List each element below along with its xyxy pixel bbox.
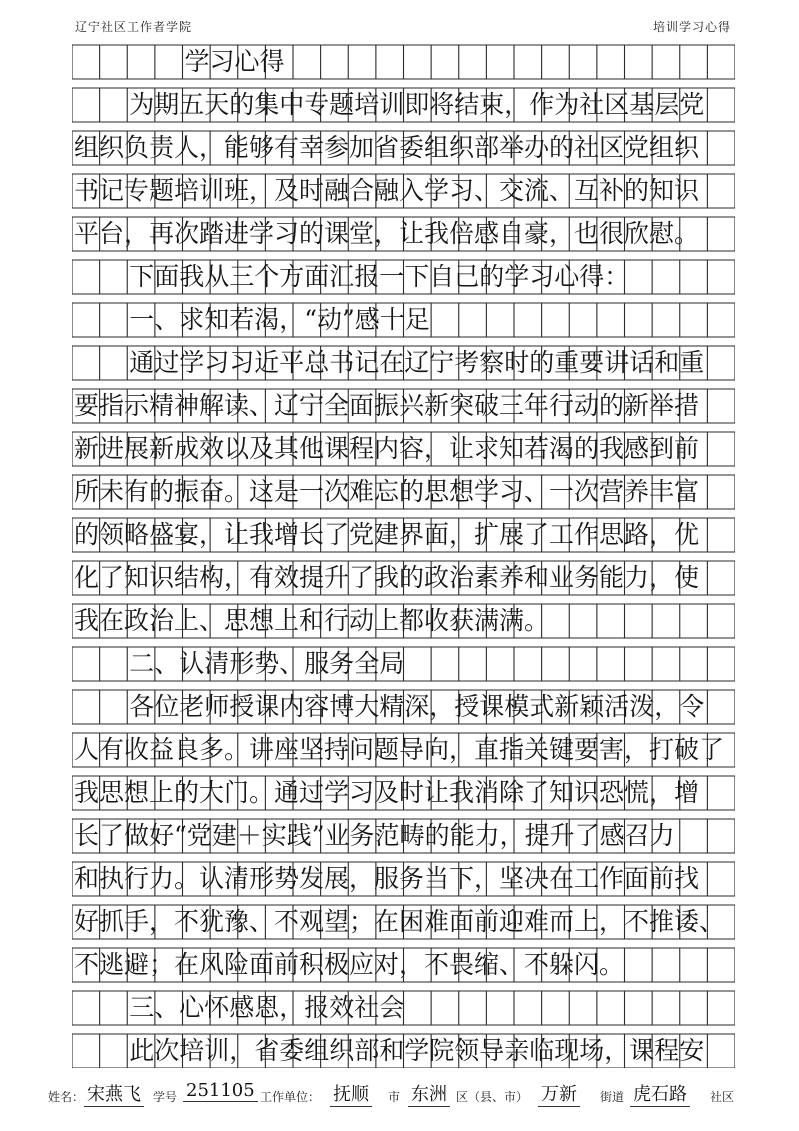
work-unit-label: 工作单位：	[260, 1090, 321, 1104]
city-label: 市	[388, 1090, 401, 1104]
name-label: 姓名：	[48, 1090, 85, 1104]
city-value: 抚顺	[330, 1080, 372, 1107]
name-value: 宋燕飞	[84, 1080, 144, 1107]
text-line: 通过学习习近平总书记在辽宁考察时的重要讲话和重	[129, 348, 705, 377]
text-line: 人有收益良多。讲座坚持问题导向，直指关键要害，打破了	[74, 735, 725, 764]
community-value: 虎石路	[630, 1080, 690, 1107]
text-line: 化了知识结构，有效提升了我的政治素养和业务能力，使	[74, 563, 700, 592]
footer-info	[48, 1080, 748, 1110]
text-line: 一、求知若渴，“动”感十足	[129, 305, 430, 334]
text-line: 所未有的振奋。这是一次难忘的思想学习、一次营养丰富	[74, 477, 700, 506]
student-id-label: 学号	[153, 1090, 178, 1104]
text-line: 要指示精神解读、辽宁全面振兴新突破三年行动的新举措	[74, 391, 700, 420]
text-line: 好抓手，不犹豫、不观望；在困难面前迎难而上，不推诿、	[74, 907, 725, 936]
header-doc-title: 培训学习心得	[652, 20, 731, 34]
district-label: 区（县、市）	[456, 1090, 529, 1104]
text-line: 我在政治上、思想上和行动上都收获满满。	[74, 606, 550, 635]
text-line: 书记专题培训班，及时融合融入学习、交流、互补的知识	[74, 176, 700, 205]
text-line: 和执行力。认清形势发展，服务当下，坚决在工作面前找	[74, 864, 700, 893]
student-id-value: 251105	[183, 1080, 258, 1102]
text-line: 我思想上的大门。通过学习及时让我消除了知识恐慌，增	[74, 778, 700, 807]
text-line: 三、心怀感恩，报效社会	[129, 993, 405, 1022]
text-line: 二、认清形势、服务全局	[129, 649, 405, 678]
manuscript-sheet	[72, 40, 735, 1068]
street-label: 街道	[600, 1090, 625, 1104]
text-line: 各位老师授课内容博大精深，授课模式新颖活泼，令	[129, 692, 705, 721]
text-line: 平台，再次踏进学习的课堂，让我倍感自豪，也很欣慰。	[74, 219, 700, 248]
text-line: 此次培训，省委组织部和学院领导亲临现场，课程安	[129, 1036, 705, 1065]
header-institution: 辽宁社区工作者学院	[75, 20, 193, 34]
community-label: 社区	[710, 1090, 735, 1104]
street-value: 万新	[538, 1080, 580, 1107]
text-line: 学习心得	[184, 47, 285, 76]
text-line: 组织负责人，能够有幸参加省委组织部举办的社区党组织	[74, 133, 700, 162]
text-line: 下面我从三个方面汇报一下自己的学习心得：	[129, 262, 630, 291]
text-line: 的领略盛宴，让我增长了党建界面，扩展了工作思路，优	[74, 520, 700, 549]
text-line: 不逃避；在风险面前积极应对，不畏缩、不躲闪。	[74, 950, 625, 979]
text-line: 长了做好“党建＋实践”业务范畴的能力，提升了感召力	[74, 821, 675, 850]
text-line: 新进展新成效以及其他课程内容，让求知若渴的我感到前	[74, 434, 700, 463]
text-line: 为期五天的集中专题培训即将结束，作为社区基层党	[129, 90, 705, 119]
district-value: 东洲	[408, 1080, 450, 1107]
